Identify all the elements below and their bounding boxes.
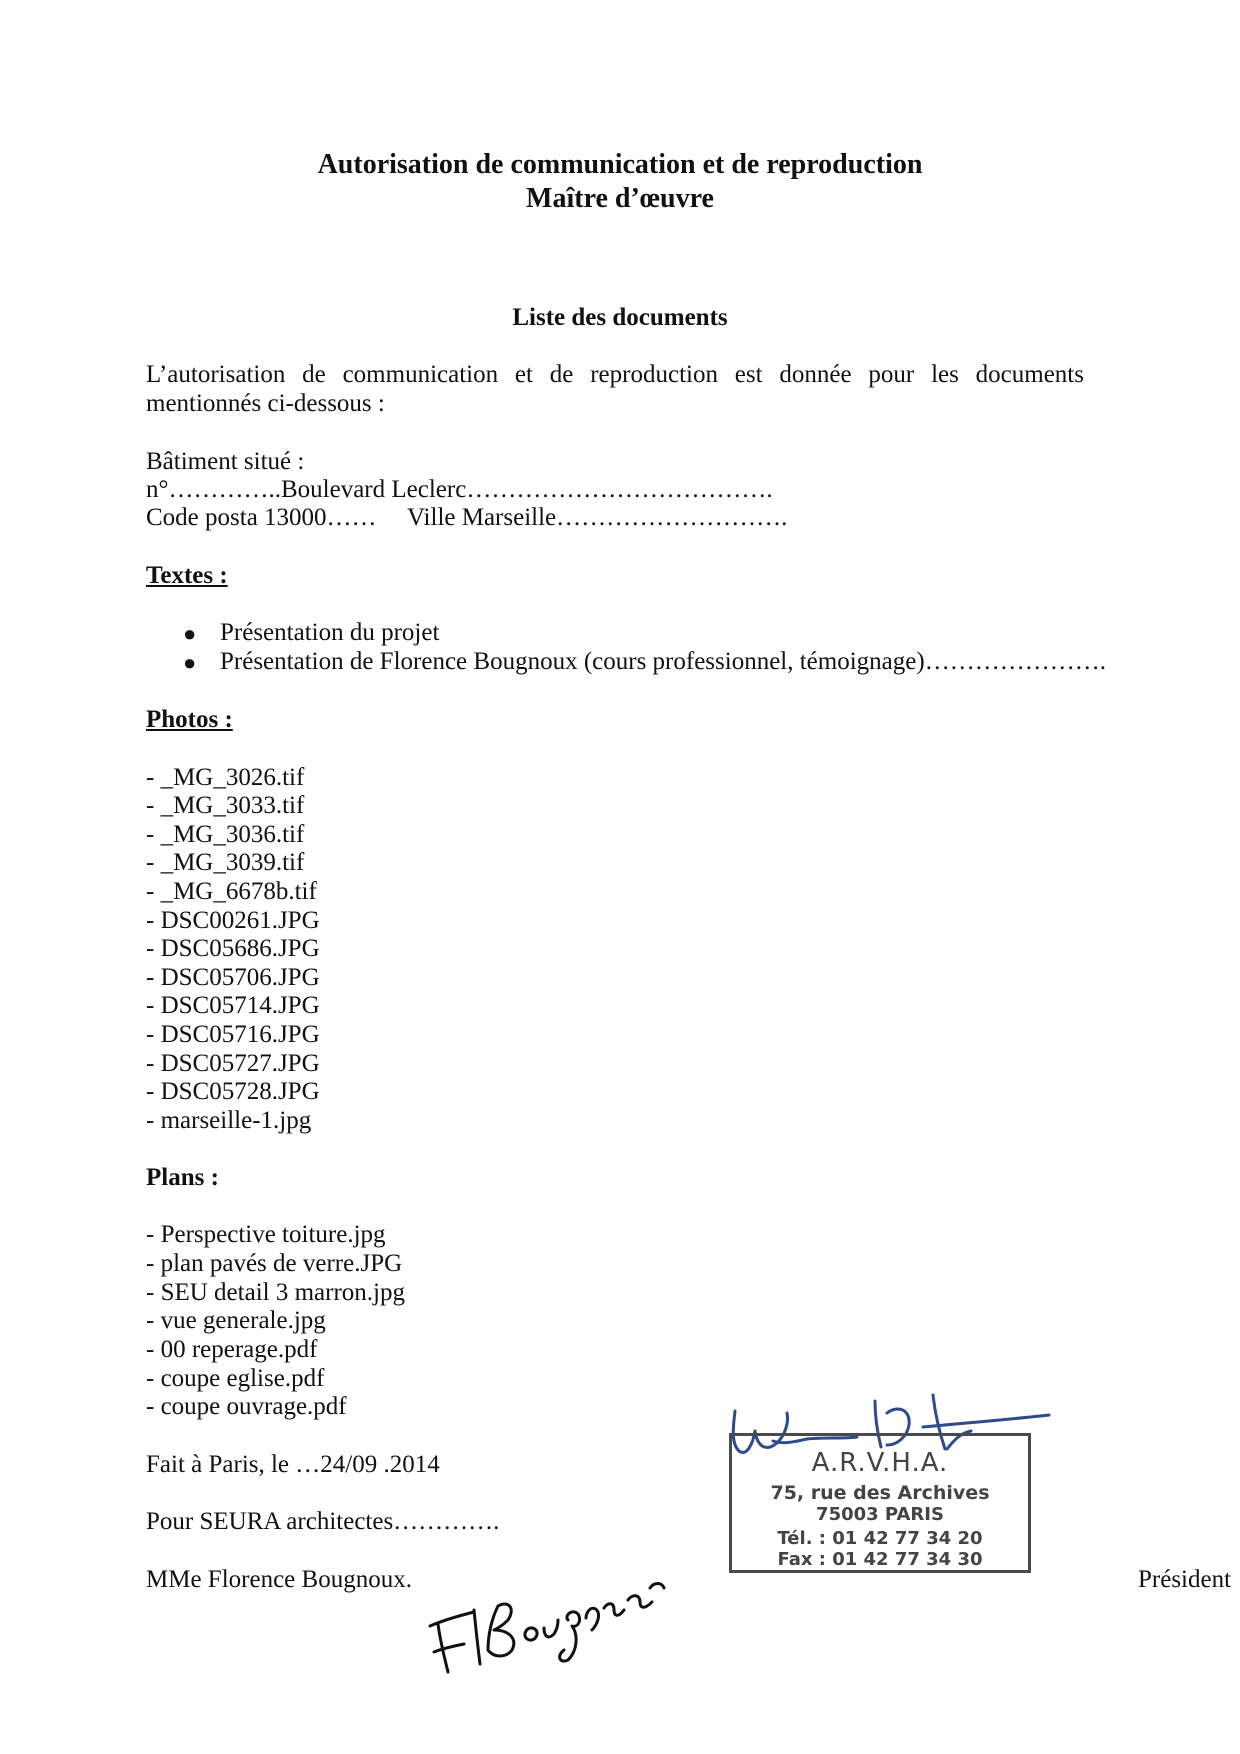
signatory-role: Président [1138,1566,1232,1593]
plan-item: - plan pavés de verre.JPG [146,1250,403,1277]
plan-item: - Perspective toiture.jpg [146,1221,386,1248]
company-stamp [729,1433,1031,1573]
company-line: Pour SEURA architectes…………. [146,1508,500,1535]
building-postal-code: Code posta 13000…… [146,504,377,531]
photo-item: - DSC05714.JPG [146,992,320,1019]
plan-item: - coupe ouvrage.pdf [146,1393,347,1420]
stamp-city: 75003 PARIS [816,1504,944,1525]
textes-item-2: Présentation de Florence Bougnoux (cours professionnel, témoignage)…………………. [220,648,1106,675]
textes-heading: Textes : [146,562,228,589]
building-label: Bâtiment situé : [146,448,305,475]
plan-item: - vue generale.jpg [146,1307,326,1334]
photo-item: - marseille-1.jpg [146,1107,312,1134]
plan-item: - coupe eglise.pdf [146,1365,325,1392]
bullet-icon: ● [183,621,197,646]
photo-item: - DSC05727.JPG [146,1050,320,1077]
building-city: Ville Marseille………………………. [407,504,788,531]
photos-heading: Photos : [146,706,233,733]
stamp-fax: Fax : 01 42 77 34 30 [777,1549,983,1570]
bougnoux-signature-icon [428,1560,668,1685]
photo-item: - _MG_3036.tif [146,821,305,848]
signatory-name: MMe Florence Bougnoux. [146,1566,412,1593]
building-address: n°…………..Boulevard Leclerc………………………………. [146,476,773,503]
stamp-phone: Tél. : 01 42 77 34 20 [777,1528,983,1549]
intro-line-1: L’autorisation de communication et de reproduction est donnée pour les documents [146,361,1084,388]
photo-item: - DSC05706.JPG [146,964,320,991]
stamp-name: A.R.V.H.A. [811,1448,949,1478]
intro-line-2: mentionnés ci-dessous : [146,390,385,417]
list-heading: Liste des documents [512,304,728,331]
plan-item: - SEU detail 3 marron.jpg [146,1279,405,1306]
document-subtitle: Maître d’œuvre [526,183,714,214]
document-title: Autorisation de communication et de reproduction [317,149,923,180]
photo-item: - DSC00261.JPG [146,907,320,934]
plans-heading: Plans : [146,1164,219,1191]
photo-item: - _MG_6678b.tif [146,878,317,905]
place-and-date: Fait à Paris, le …24/09 .2014 [146,1451,440,1478]
photo-item: - _MG_3026.tif [146,764,305,791]
textes-item-1: Présentation du projet [220,619,440,646]
stamp-street: 75, rue des Archives [770,1482,990,1504]
plan-item: - 00 reperage.pdf [146,1336,318,1363]
photo-item: - _MG_3033.tif [146,792,305,819]
photo-item: - _MG_3039.tif [146,849,305,876]
photo-item: - DSC05686.JPG [146,935,320,962]
photo-item: - DSC05728.JPG [146,1078,320,1105]
photo-item: - DSC05716.JPG [146,1021,320,1048]
bullet-icon: ● [183,650,197,675]
